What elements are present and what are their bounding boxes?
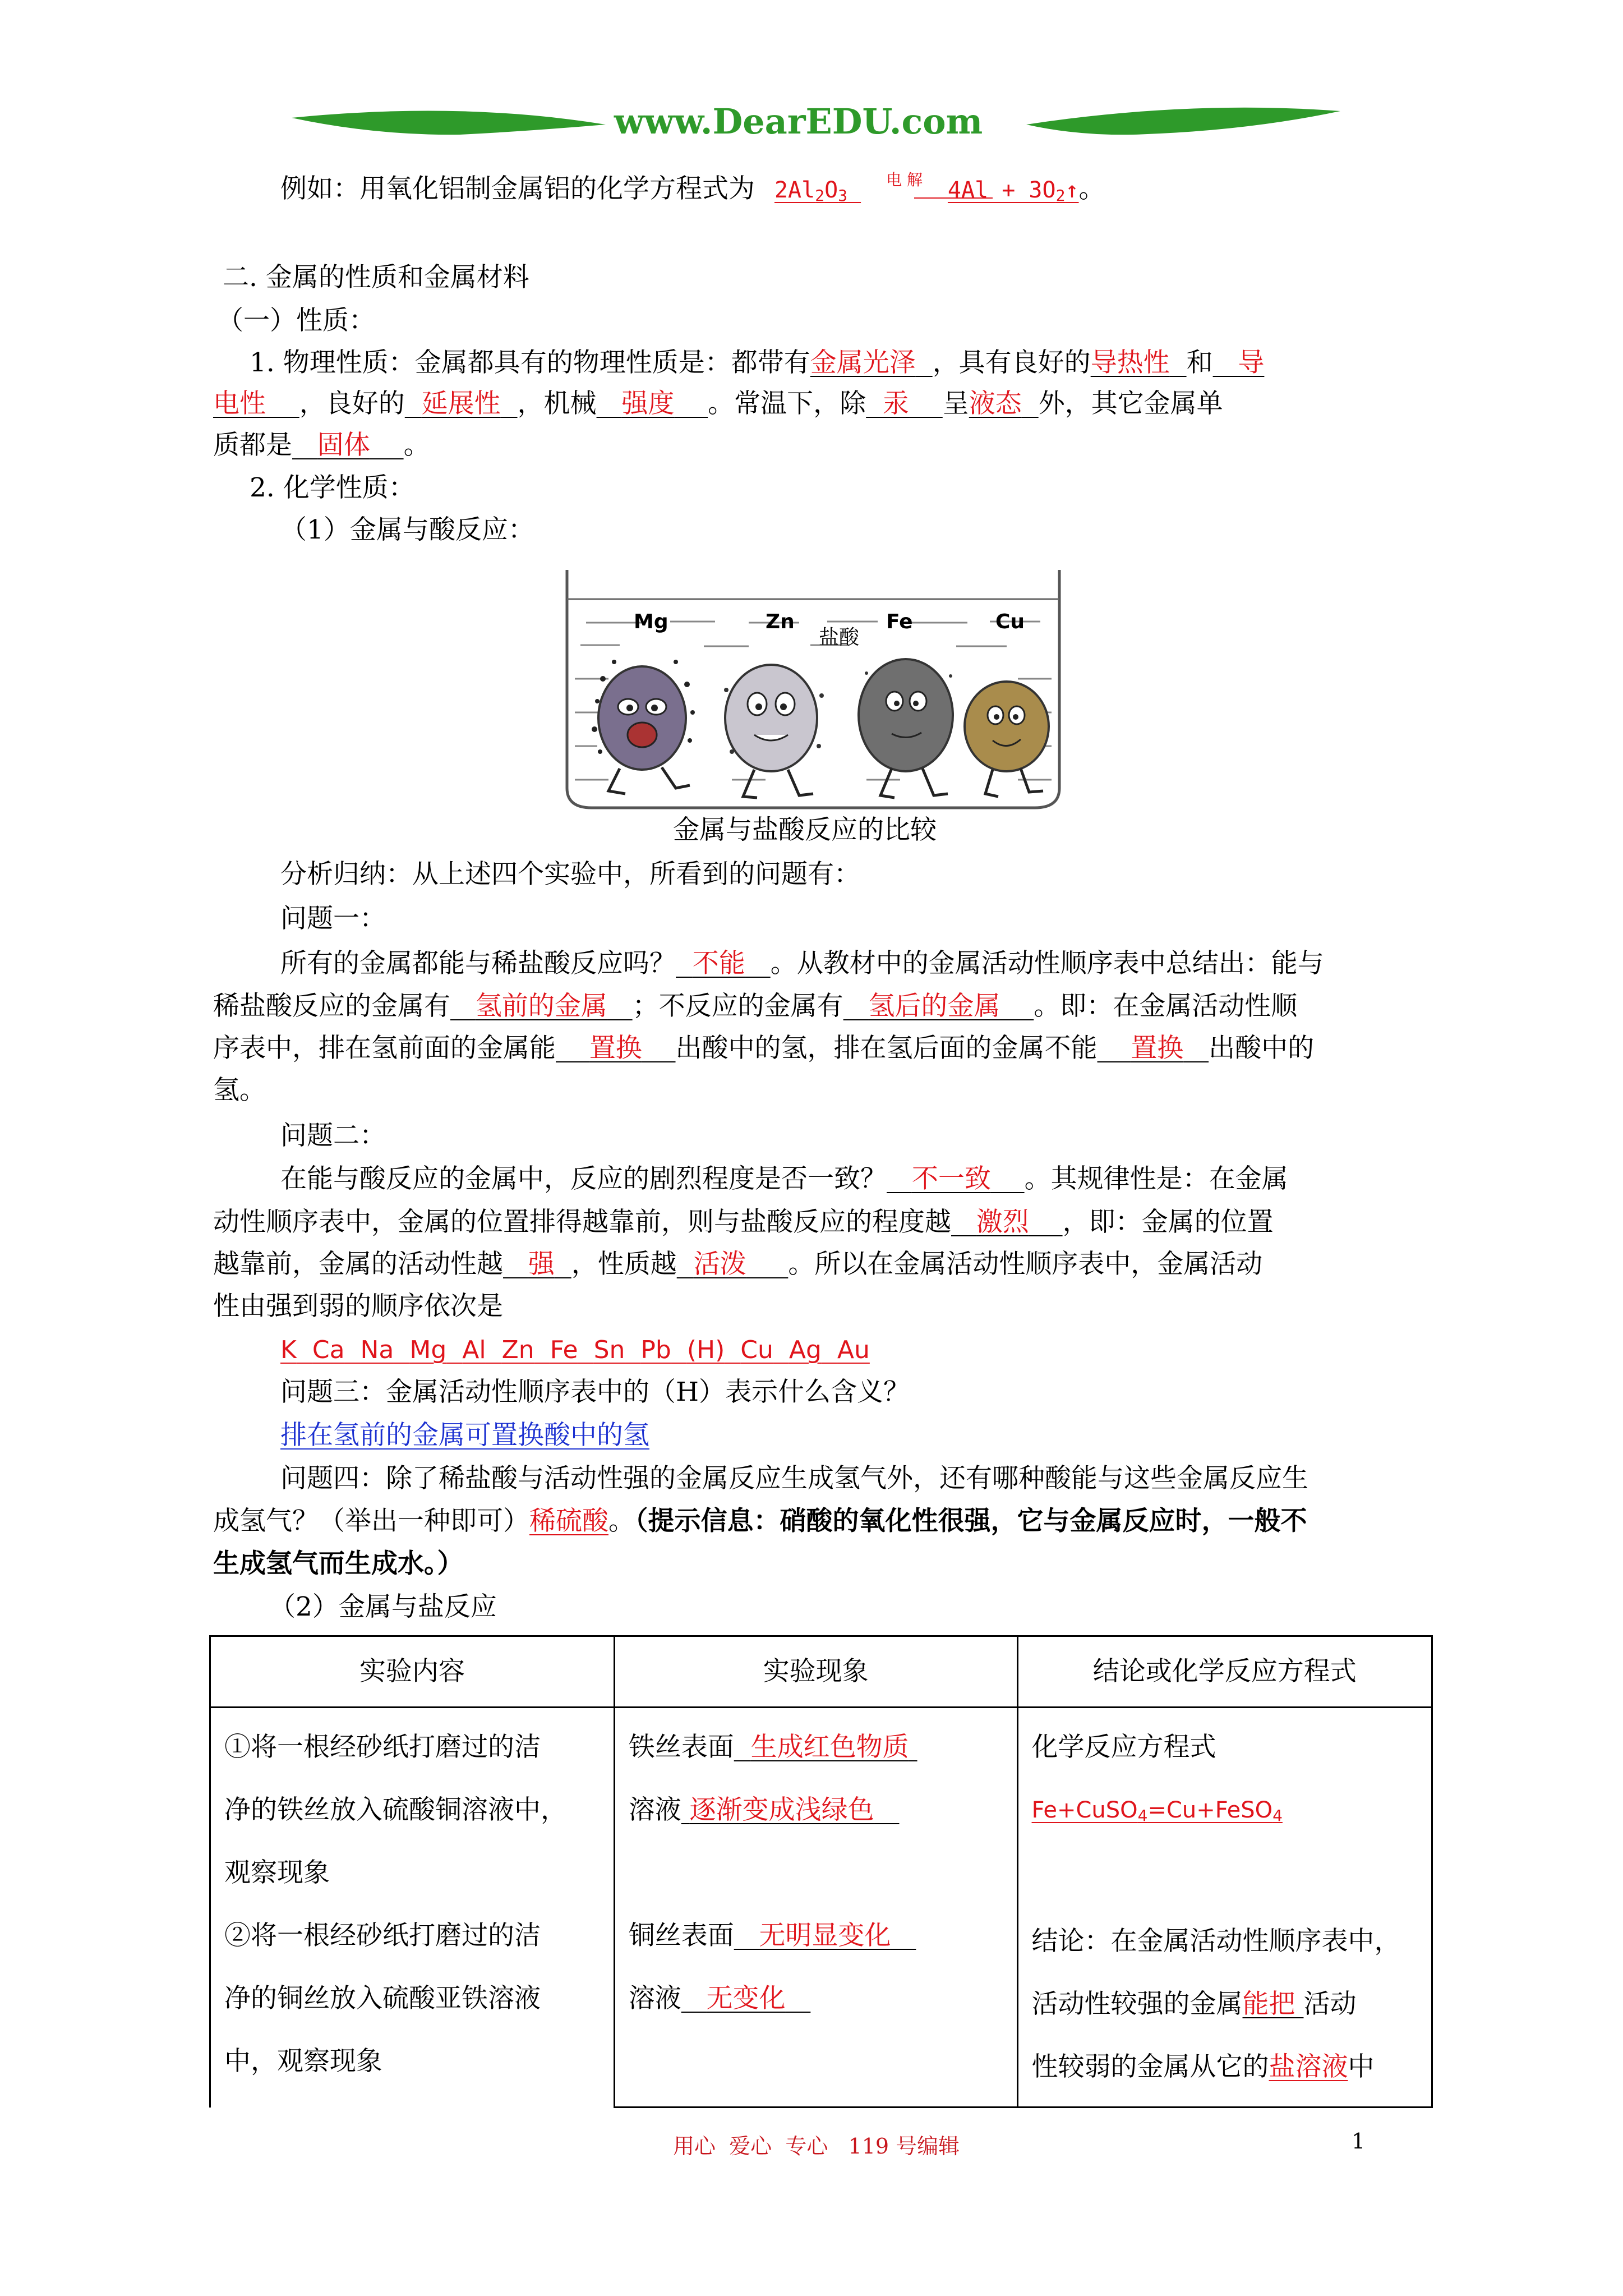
series-item: Au [837, 1336, 870, 1364]
phys-line-2: 电性 ，良好的 延展性 ，机械 强度 。常温下，除 汞 呈液态 外，其它金属单 [213, 388, 1223, 419]
label-cu: Cu [995, 610, 1025, 633]
acid-title: （1）金属与酸反应： [280, 514, 534, 545]
metal-fe-figure [859, 659, 953, 798]
series-item: Ag [789, 1336, 822, 1364]
q2-line-2: 动性顺序表中，金属的位置排得越靠前，则与盐酸反应的程度越 激烈 ，即：金属的位置 [213, 1207, 1274, 1237]
ans-strong: 强 [528, 1249, 555, 1280]
series-item: Pb [640, 1336, 671, 1364]
label-fe: Fe [886, 610, 913, 633]
ans-can: 能把 [1242, 1989, 1295, 2019]
chem-title: 2. 化学性质： [250, 472, 415, 503]
ans-ductile: 延展性 [421, 388, 501, 419]
product-formula: $4Al + 3O_2↑$ [947, 177, 1079, 205]
ans-replace-1: 置换 [589, 1033, 642, 1064]
hint-line-1: （提示信息：硝酸的氧化性很强，它与金属反应时，一般不 [635, 1506, 1307, 1536]
q2-line-1: 在能与酸反应的金属中，反应的剧烈程度是否一致？ 不一致 。其规律性是：在金属 [280, 1163, 1288, 1194]
ans-luster: 金属光泽 [810, 347, 916, 378]
q4-line-1: 问题四：除了稀盐酸与活动性强的金属反应生成氢气外，还有哪种酸能与这些金属反应生 [280, 1463, 1308, 1494]
series-item: Zn [501, 1336, 534, 1364]
phys-line-1: 1. 物理性质：金属都具有的物理性质是：都带有金属光泽 ，具有良好的导热性 和 导 [250, 347, 1265, 378]
q1-title: 问题一： [280, 903, 386, 934]
ans-salt-solution: 盐溶液 [1269, 2051, 1348, 2082]
table-header: 实验内容 [210, 1636, 615, 1708]
reactant-formula: $2Al_2O_3$ [774, 177, 848, 205]
reaction-arrow-line [914, 196, 993, 200]
gas-arrow: ↑ [1065, 177, 1079, 203]
q3-title: 问题三：金属活动性顺序表中的（H）表示什么含义？ [280, 1377, 910, 1407]
series-item: Cu [740, 1336, 773, 1364]
series-item: Ca [312, 1336, 345, 1364]
ans-active: 活泼 [693, 1249, 746, 1280]
ans-elec-1: 导 [1238, 347, 1265, 378]
q3-answer: 排在氢前的金属可置换酸中的氢 [280, 1420, 649, 1451]
ans-fierce: 激烈 [976, 1207, 1029, 1237]
ans-cannot: 不能 [692, 948, 745, 979]
fe-cuso4-equation: Fe+CuSO$_4$=Cu+FeSO$_4$ [1031, 1797, 1283, 1825]
section-title: 二. 金属的性质和金属材料 [223, 262, 529, 293]
q1-line-4: 氢。 [213, 1075, 266, 1106]
ans-after-h: 氢后的金属 [868, 991, 1000, 1022]
figure-caption: 金属与盐酸反应的比较 [673, 815, 937, 845]
ans-before-h: 氢前的金属 [475, 991, 607, 1022]
table-header: 实验现象 [614, 1636, 1017, 1708]
phys-line-3: 质都是 固体 。 [213, 430, 430, 461]
series-item: K [280, 1336, 297, 1364]
observation-cell: 铁丝表面 生成红色物质 溶液 逐渐变成浅绿色 铜丝表面 无明显变化 溶液 无变化 [614, 1708, 1017, 2108]
ans-no-change-surface: 无明显变化 [759, 1920, 891, 1951]
experiment-table [209, 1635, 1433, 2108]
q1-line-3: 序表中，排在氢前面的金属能 置换 出酸中的氢，排在氢后面的金属不能 置换 出酸中的 [213, 1033, 1315, 1064]
series-item: Al [462, 1336, 486, 1364]
ans-mercury: 汞 [883, 388, 910, 419]
ans-elec-2: 电性 [213, 388, 266, 419]
ans-light-green: 逐渐变成浅绿色 [689, 1795, 874, 1825]
experiment-content-cell: ①将一根经砂纸打磨过的洁 净的铁丝放入硫酸铜溶液中， 观察现象 ②将一根经砂纸打磨过的洁 净的铜丝放入硫酸亚铁溶液 中，观察现象 [210, 1708, 615, 2108]
ans-inconsistent: 不一致 [911, 1163, 991, 1194]
table-header-row [210, 1636, 1432, 1708]
intro-prefix: 例如：用氧化铝制金属铝的化学方程式为 [280, 173, 755, 204]
subsection-properties: （一）性质： [217, 305, 375, 336]
label-acid: 盐酸 [819, 626, 860, 649]
activity-series [280, 1332, 870, 1368]
hint-line-2: 生成氢气而生成水。） [213, 1548, 464, 1579]
label-mg: Mg [634, 610, 668, 633]
q1-line-1: 所有的金属都能与稀盐酸反应吗？ 不能 。从教材中的金属活动性顺序表中总结出：能与 [280, 948, 1324, 979]
footer-text: 用心 爱心 专心 119 号编辑 [673, 2134, 960, 2159]
metal-mg-figure [592, 660, 695, 794]
series-item: Sn [593, 1336, 625, 1364]
ans-replace-2: 置换 [1131, 1033, 1184, 1064]
conclusion-cell: 化学反应方程式 Fe+CuSO$_4$=Cu+FeSO$_4$ 结论：在金属活动性顺序表中， 活动性较强的金属能把 活动 性较弱的金属从它的盐溶液中 [1017, 1708, 1432, 2108]
page-number: 1 [1352, 2129, 1366, 2154]
salt-title: （2）金属与盐反应 [269, 1591, 497, 1622]
ans-sulfuric: 稀硫酸 [529, 1506, 608, 1536]
electrolysis-condition: 电 解 [886, 171, 923, 189]
series-item: Mg [409, 1336, 447, 1364]
metal-zn-figure [724, 665, 824, 798]
beaker-figure [564, 567, 1063, 813]
series-item: Fe [550, 1336, 578, 1364]
ans-solid: 固体 [317, 430, 370, 461]
q2-line-4: 性由强到弱的顺序依次是 [213, 1291, 503, 1322]
series-item: (H) [686, 1336, 725, 1364]
q1-line-2: 稀盐酸反应的金属有 氢前的金属 ；不反应的金属有 氢后的金属 。即：在金属活动性顺 [213, 991, 1298, 1022]
intro-line: 例如：用氧化铝制金属铝的化学方程式为 $2Al_2O_3$ $^{电 解}$ $4Al + 3O_2↑$。 [280, 171, 1105, 205]
table-header: 结论或化学反应方程式 [1017, 1636, 1432, 1708]
site-logo: www.DearEDU.com [614, 101, 983, 142]
label-zn: Zn [766, 610, 795, 633]
series-item: Na [360, 1336, 394, 1364]
q4-line-2: 成氢气？（举出一种即可）稀硫酸。（提示信息：硝酸的氧化性很强，它与金属反应时，一般不 [213, 1506, 1307, 1536]
ans-red-substance: 生成红色物质 [750, 1732, 909, 1763]
ans-no-change: 无变化 [706, 1983, 786, 2014]
q2-title: 问题二： [280, 1120, 386, 1151]
ans-heat: 导热性 [1090, 347, 1170, 378]
analysis-line: 分析归纳：从上述四个实验中，所看到的问题有： [280, 859, 860, 890]
q2-line-3: 越靠前，金属的活动性越 强 ，性质越 活泼 。所以在金属活动性顺序表中，金属活动 [213, 1249, 1263, 1280]
table-row [210, 1708, 1432, 2108]
ans-strength: 强度 [621, 388, 675, 419]
ans-liquid: 液态 [969, 388, 1022, 419]
